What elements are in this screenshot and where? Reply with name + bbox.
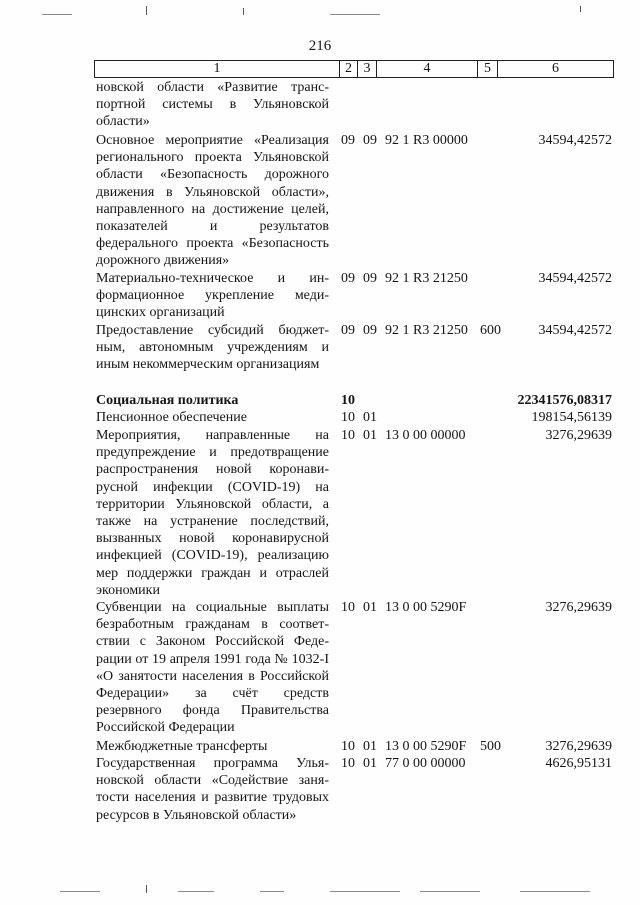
header-col-2: 2 [345, 61, 352, 76]
row-name: Пенсионное обеспечение [96, 410, 247, 425]
header-col-3: 3 [363, 61, 371, 76]
header-col-5: 5 [484, 61, 491, 76]
row-section: 10 [341, 739, 355, 754]
row-target-code: 92 1 R3 00000 [385, 133, 468, 148]
row-section: 10 [341, 428, 355, 443]
row-target-code: 92 1 R3 21250 [385, 271, 468, 286]
row-name: Мероприятия, направленные на предупреждение и предотвращение распространения новой коронавирусной инфекции (COVID-19) на территории Ульяновской области, а также на устранение последствий, вызванных новой коронавирусной инфекцией (COVID-19), реализацию мер поддержки граждан и отраслей экономики [96, 428, 329, 598]
row-amount: 3276,29639 [545, 600, 612, 615]
bottom-scan-marks [0, 885, 640, 897]
row-name: Предоставление субсидий бюджетным, автономным учреждениям и иным некоммерческим организациям [96, 323, 329, 373]
row-subsection: 01 [363, 739, 377, 754]
row-amount: 34594,42572 [538, 271, 612, 286]
row-expense-type: 500 [480, 739, 501, 754]
row-amount: 4626,95131 [545, 756, 612, 771]
row-subsection: 01 [363, 600, 377, 615]
row-target-code: 13 0 00 5290F [385, 739, 467, 754]
page-number: 216 [308, 38, 332, 54]
row-target-code: 92 1 R3 21250 [385, 323, 468, 338]
row-name: Межбюджетные трансферты [96, 739, 268, 754]
header-col-1: 1 [213, 61, 221, 76]
row-name: Материально-техническое и информационное укрепление медицинских организаций [96, 271, 329, 321]
row-section: 09 [341, 271, 355, 286]
row-expense-type: 600 [480, 323, 501, 338]
row-subsection: 01 [363, 428, 377, 443]
row-name: Основное мероприятие «Реализация регионального проекта Ульяновской области «Безопасность дорожного движения в Ульяновской области», направленного на достижение целей, показателей и результатов федерального проекта «Безопасность дорожного движения» [96, 133, 329, 269]
row-name: Государственная программа Ульяновской области «Содействие занятости населения и развитие трудовых ресурсов в Ульяновской области» [96, 756, 329, 823]
row-subsection: 01 [363, 410, 377, 425]
row-name: Социальная политика [96, 393, 239, 408]
row-target-code: 13 0 00 5290F [385, 600, 467, 615]
row-name: новской области «Развитие транспортной системы в Ульяновской области» [96, 80, 329, 130]
row-amount: 22341576,08317 [517, 393, 612, 408]
row-section: 10 [341, 600, 355, 615]
row-section: 09 [341, 323, 355, 338]
row-name: Субвенции на социальные выплаты безработным гражданам в соответствии с Законом Российской Федерации от 19 апреля 1991 года № 1032-I «О занятости населения в Российской Федерации» за счёт средств резервного фонда Правительства Российской Федерации [96, 600, 329, 736]
row-amount: 34594,42572 [538, 323, 612, 338]
row-section: 10 [341, 393, 355, 408]
row-section: 10 [341, 410, 355, 425]
row-amount: 198154,56139 [531, 410, 612, 425]
row-subsection: 09 [363, 271, 377, 286]
row-subsection: 09 [363, 323, 377, 338]
header-col-6: 6 [552, 61, 559, 76]
row-amount: 3276,29639 [545, 739, 612, 754]
header-col-4: 4 [423, 61, 431, 76]
row-target-code: 77 0 00 00000 [385, 756, 466, 771]
row-subsection: 09 [363, 133, 377, 148]
row-amount: 34594,42572 [538, 133, 612, 148]
row-target-code: 13 0 00 00000 [385, 428, 466, 443]
row-section: 09 [341, 133, 355, 148]
row-section: 10 [341, 756, 355, 771]
row-amount: 3276,29639 [545, 428, 612, 443]
row-subsection: 01 [363, 756, 377, 771]
